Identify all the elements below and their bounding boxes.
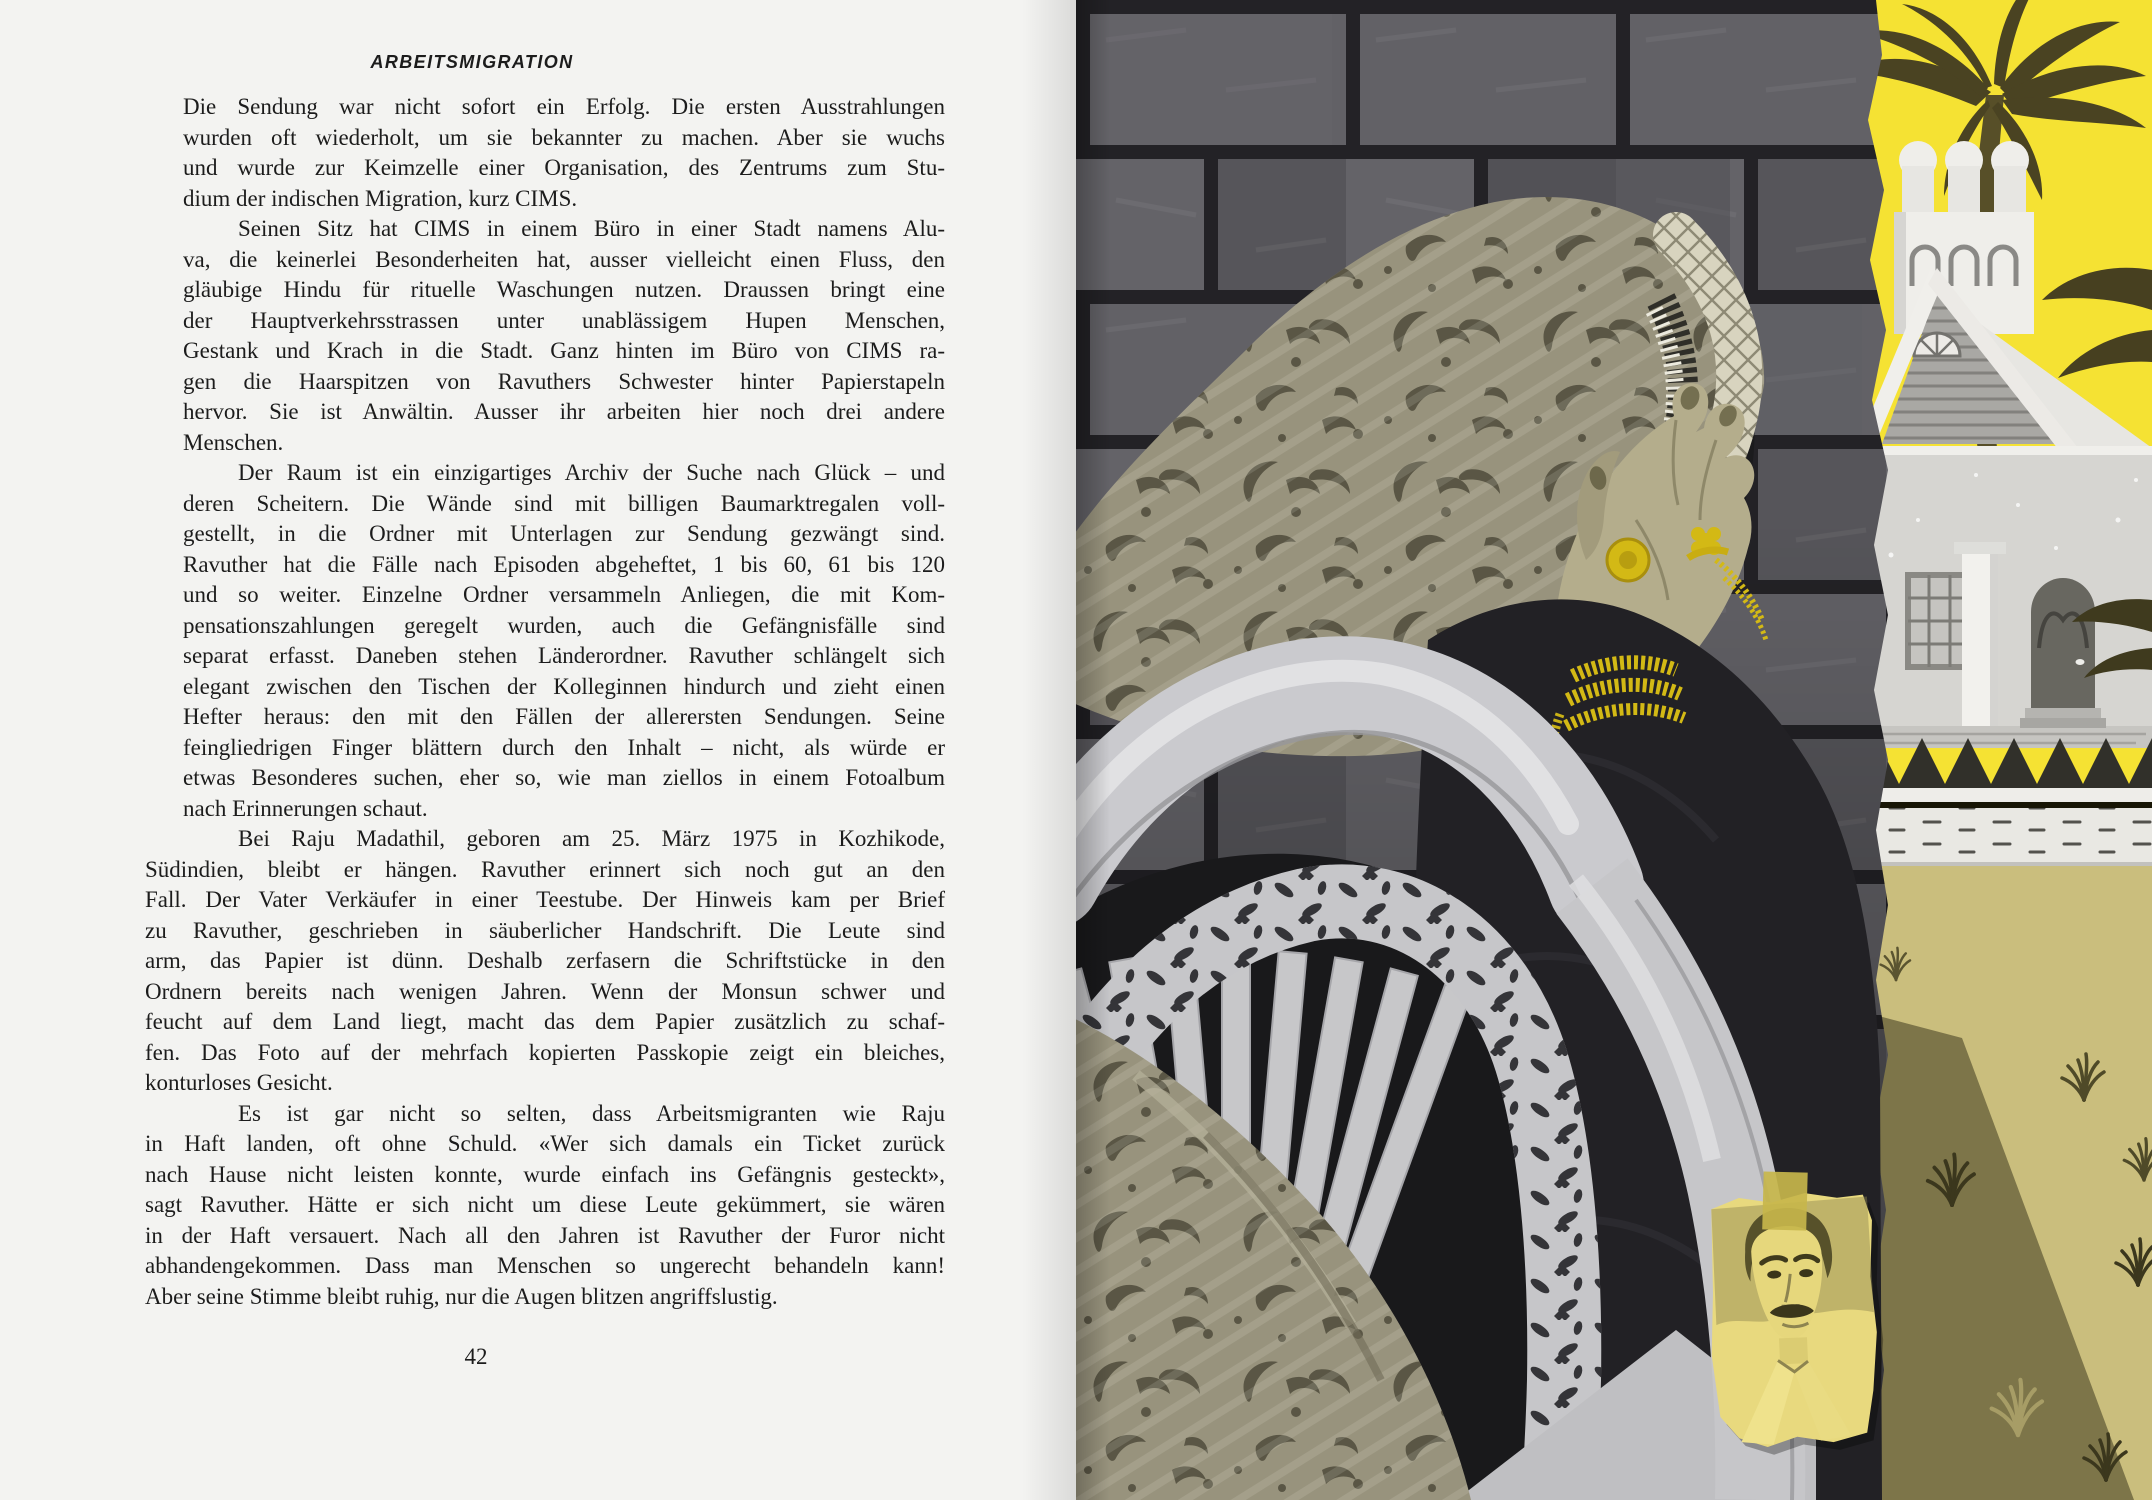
text-line: der Hauptverkehrsstrassen unter unablässigem Hupen Menschen, <box>183 307 945 333</box>
text-line: gläubige Hindu für rituelle Waschungen nutzen. Draussen bringt eine <box>183 277 945 302</box>
text-line: va, die keinerlei Besonderheiten hat, ausser vielleicht einen Fluss, den <box>183 246 945 272</box>
text-line: Ravuther hat die Fälle nach Episoden abgeheftet, 1 bis 60, 61 bis 120 <box>183 551 945 577</box>
illustration <box>1076 0 2152 1500</box>
text-line: gestellt, in die Ordner mit Unterlagen zur Sendung gezwängt sind. <box>183 521 945 546</box>
text-line: und so weiter. Einzelne Ordner versammeln Anliegen, die mit Kom- <box>183 582 945 607</box>
text-line: Es ist gar nicht so selten, dass Arbeitsmigranten wie Raju <box>238 1100 945 1126</box>
photo-of-man <box>1704 1167 1888 1458</box>
text-line: Der Raum ist ein einzigartiges Archiv der Suche nach Glück – und <box>238 460 945 485</box>
text-line: feingliedrigen Finger blättern durch den Inhalt – nicht, als würde er <box>183 734 945 760</box>
text-line: Seinen Sitz hat CIMS in einem Büro in einer Stadt namens Alu- <box>238 216 945 241</box>
mansion-lower-floor <box>1856 455 2152 748</box>
text-line: Hefter heraus: den mit den Fällen der allerersten Sendungen. Seine <box>183 704 945 729</box>
front-door <box>2031 578 2095 708</box>
illustration-page <box>1076 0 2152 1500</box>
text-line: Fall. Der Vater Verkäufer in einer Teestube. Der Hinweis kam per Brief <box>145 887 945 912</box>
text-line: konturloses Gesicht. <box>145 1070 333 1095</box>
text-line: Menschen. <box>183 429 284 455</box>
text-line: hervor. Sie ist Anwältin. Ausser ihr arbeiten hier noch drei andere <box>183 399 945 424</box>
running-head: ARBEITSMIGRATION <box>370 52 574 72</box>
text-line: Bei Raju Madathil, geboren am 25. März 1975 in Kozhikode, <box>238 826 945 851</box>
text-line: in der Haft versauert. Nach all den Jahren ist Ravuther der Furor nicht <box>145 1222 945 1248</box>
text-line: wurden oft wiederholt, um sie bekannter zu machen. Aber sie wuchs <box>183 124 945 150</box>
text-line: sagt Ravuther. Hätte er sich nicht um diese Leute gekümmert, sie wären <box>145 1192 945 1217</box>
text-line: und wurde zur Keimzelle einer Organisation, des Zentrums zum Stu- <box>183 155 945 180</box>
tape-strip <box>1762 1171 1808 1230</box>
text-line: gen die Haarspitzen von Ravuthers Schwester hinter Papierstapeln <box>183 368 945 394</box>
page-number: 42 <box>464 1344 488 1369</box>
text-line: elegant zwischen den Tischen der Kolleginnen hindurch und zieht einen <box>183 673 945 699</box>
text-line: in Haft landen, oft ohne Schuld. «Wer sich damals ein Ticket zurück <box>145 1131 945 1156</box>
text-line: separat erfasst. Daneben stehen Länderordner. Ravuther schlängelt sich <box>183 643 945 668</box>
text-line: arm, das Papier ist dünn. Deshalb zerfasern die Schriftstücke in den <box>145 948 945 973</box>
text-line: deren Scheitern. Die Wände sind mit billigen Baumarktregalen voll- <box>183 490 945 516</box>
text-line: pensationszahlungen geregelt wurden, auch die Gefängnisfälle sind <box>183 612 945 638</box>
body-text <box>145 92 945 1312</box>
text-line: nach Erinnerungen schaut. <box>183 795 428 821</box>
text-line: feucht auf dem Land liegt, macht das dem Papier zusätzlich zu schaf- <box>145 1009 945 1034</box>
field <box>1856 866 2152 1500</box>
text-line: Die Sendung war nicht sofort ein Erfolg. Die ersten Ausstrahlungen <box>183 94 945 119</box>
text-line: fen. Das Foto auf der mehrfach kopierten Passkopie zeigt ein bleiches, <box>145 1039 945 1065</box>
text-line: Südindien, bleibt er hängen. Ravuther erinnert sich noch gut an den <box>145 856 945 882</box>
text-line: Gestank und Krach in die Stadt. Ganz hinten im Büro von CIMS ra- <box>183 338 945 363</box>
gutter-shadow <box>1076 0 1110 1500</box>
courtyard-scene <box>1844 0 2152 1500</box>
text-line: zu Ravuther, geschrieben in säuberlicher Handschrift. Die Leute sind <box>145 917 945 943</box>
garden-wall <box>1856 808 2152 866</box>
text-line: etwas Besonderes suchen, eher so, wie man ziellos in einem Fotoalbum <box>183 765 945 790</box>
text-line: Aber seine Stimme bleibt ruhig, nur die Augen blitzen angriffslustig. <box>145 1283 778 1309</box>
text-line: nach Hause nicht leisten konnte, wurde einfach ins Gefängnis gesteckt», <box>145 1161 945 1187</box>
text-line: Ordnern bereits nach wenigen Jahren. Wenn der Monsun schwer und <box>145 978 945 1004</box>
text-line: dium der indischen Migration, kurz CIMS. <box>183 185 578 211</box>
text-line: abhandengekommen. Dass man Menschen so ungerecht behandeln kann! <box>145 1253 945 1278</box>
